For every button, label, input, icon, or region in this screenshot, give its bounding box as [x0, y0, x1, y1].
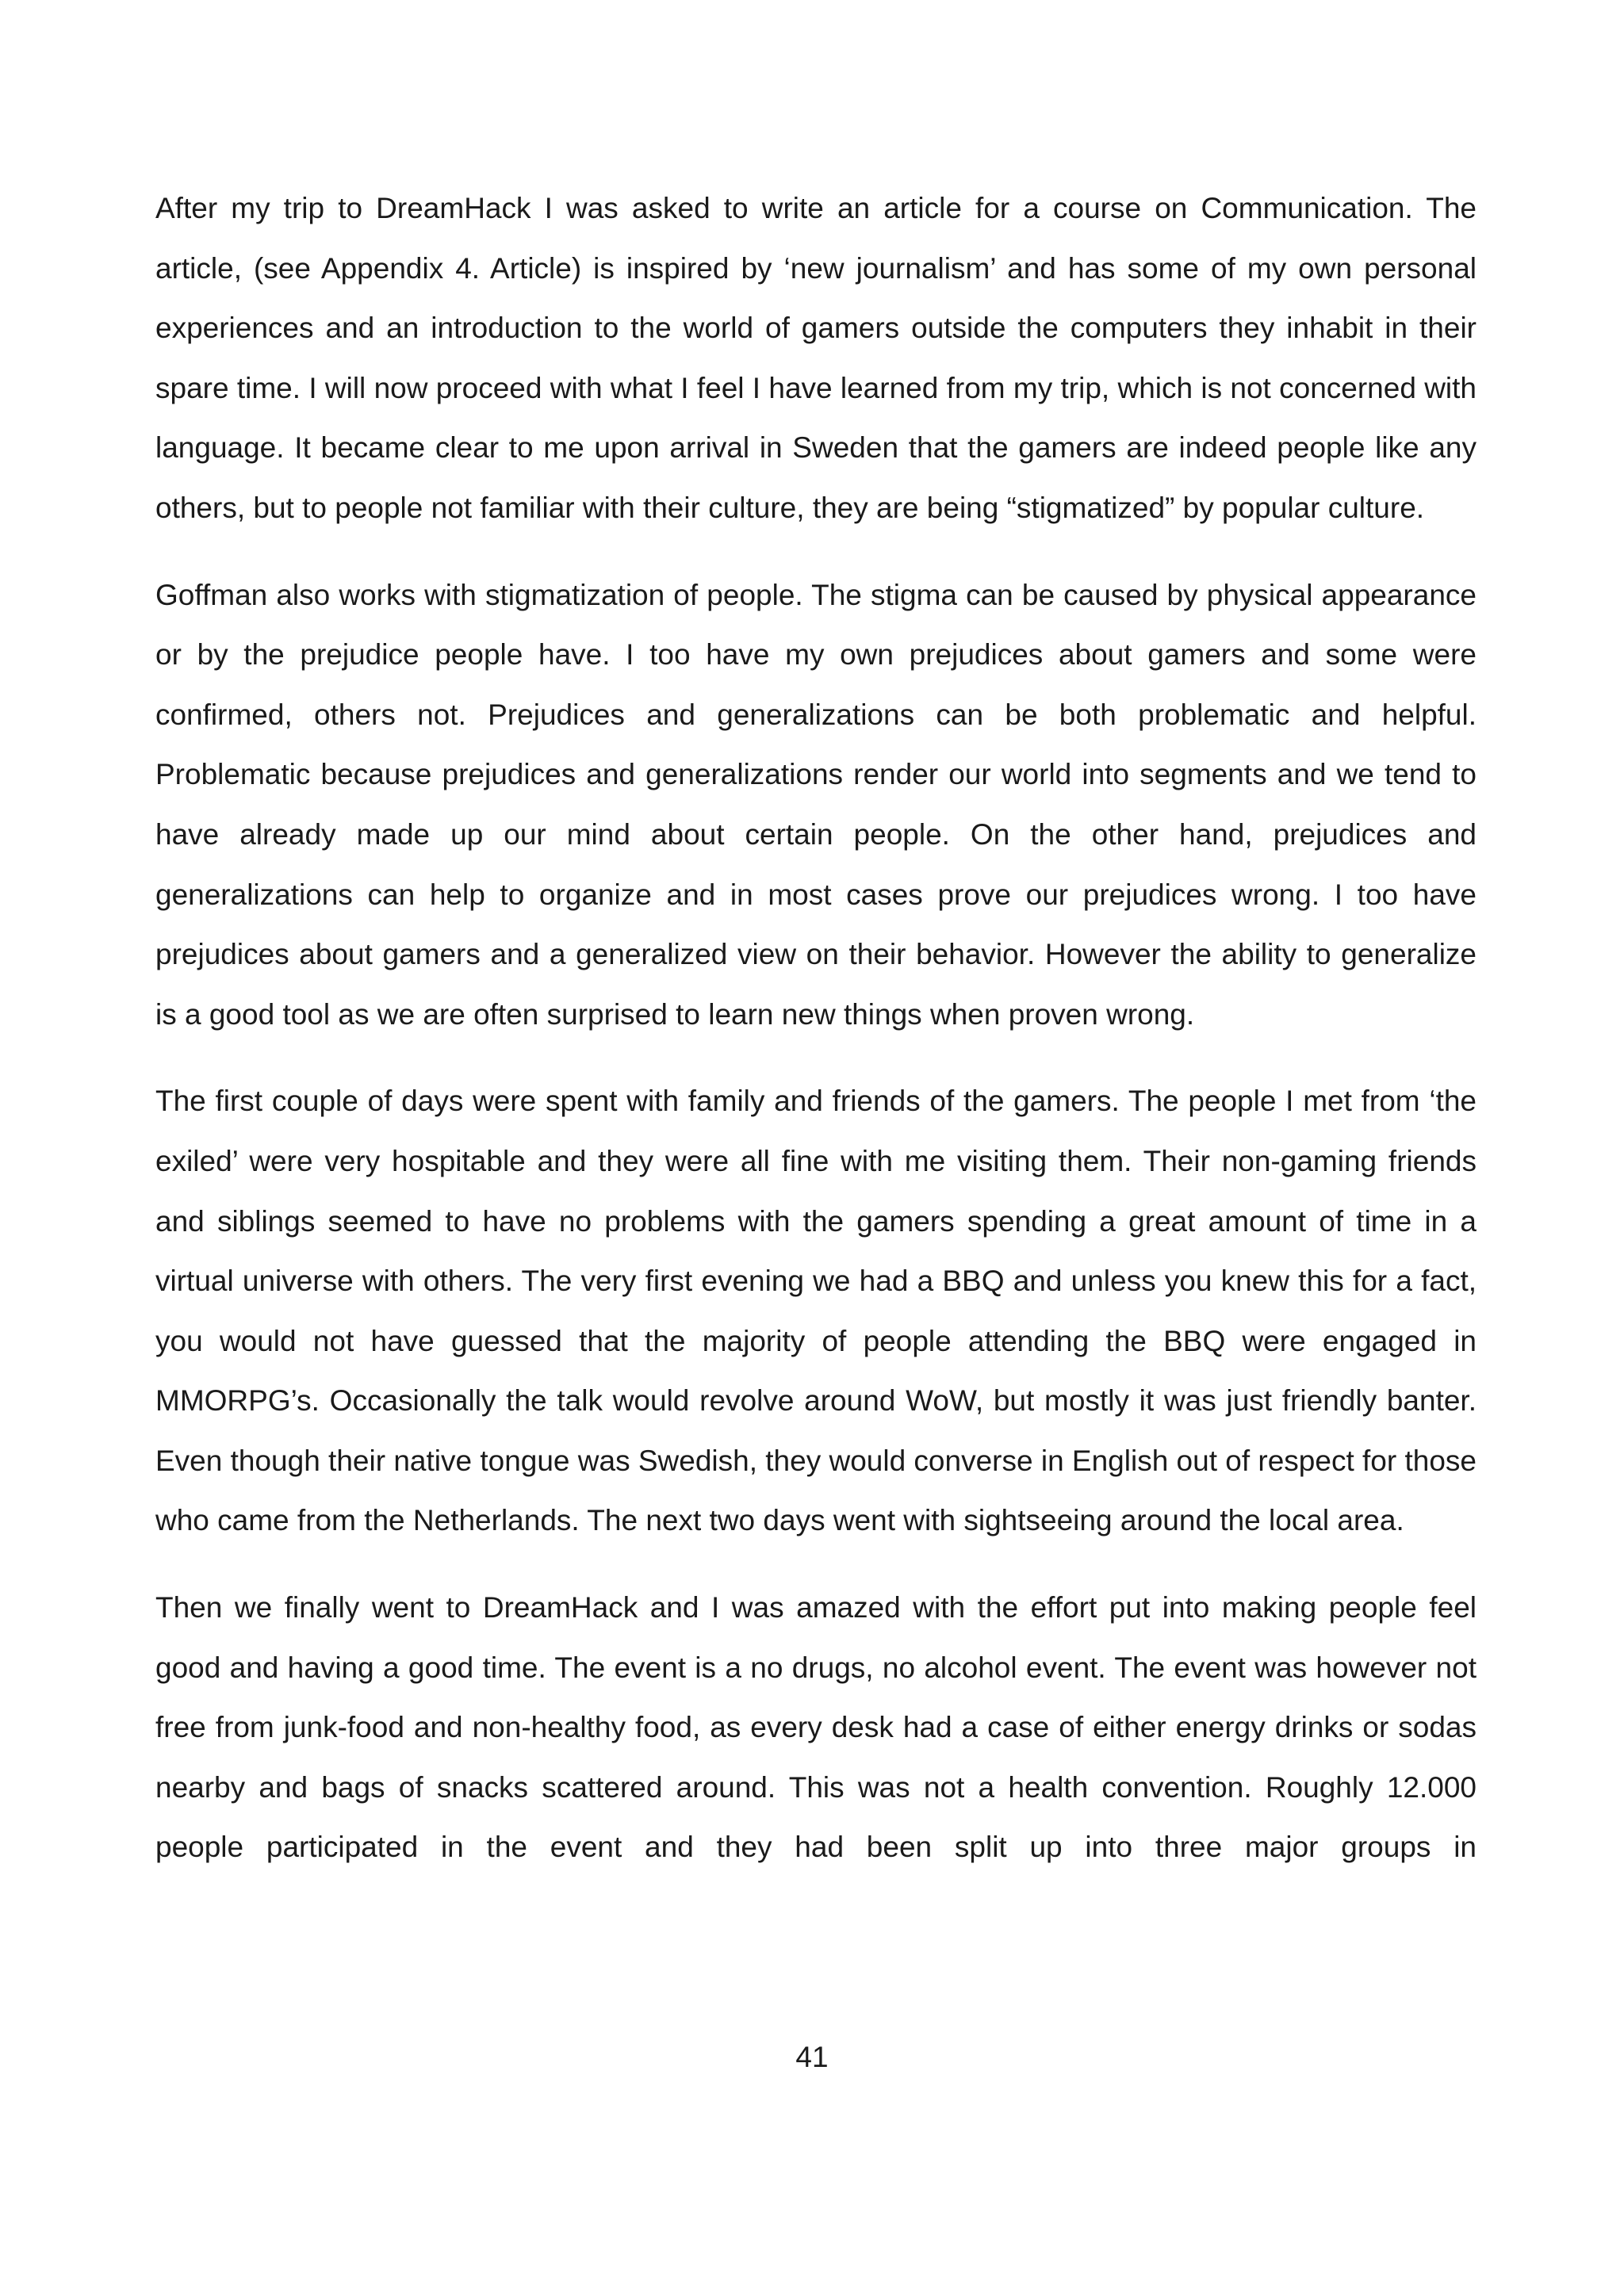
paragraph-dreamhack-article: After my trip to DreamHack I was asked to write an article for a course on Communication. The article, (see Appendix 4. Article) is inspired by ‘new journalism’ and has some of my own personal experiences and an introduction to the world of gamers outside the computers they inhabit in their spare time. I will now proceed with what I feel I have learned from my trip, which is not concerned with language. It became clear to me upon arrival in Sweden that the gamers are indeed people like any others, but to people not familiar with their culture, they are being “stigmatized” by popular culture.	[155, 192, 1477, 524]
body-text	[155, 178, 1477, 1904]
paragraph-goffman-stigmatization: Goffman also works with stigmatization of people. The stigma can be caused by physical appearance or by the prejudice people have. I too have my own prejudices about gamers and some were confirmed, others not. Prejudices and generalizations can be both problematic and helpful. Problematic because prejudices and generalizations render our world into segments and we tend to have already made up our mind about certain people. On the other hand, prejudices and generalizations can help to organize and in most cases prove our prejudices wrong. I too have prejudices about gamers and a generalized view on their behavior. However the ability to generalize is a good tool as we are often surprised to learn new things when proven wrong.	[155, 578, 1477, 1031]
paragraph-first-days: The first couple of days were spent with family and friends of the gamers. The people I met from ‘the exiled’ were very hospitable and they were all fine with me visiting them. Their non-gaming friends and siblings seemed to have no problems with the gamers spending a great amount of time in a virtual universe with others. The very first evening we had a BBQ and unless you knew this for a fact, you would not have guessed that the majority of people attending the BBQ were engaged in MMORPG’s. Occasionally the talk would revolve around WoW, but mostly it was just friendly banter. Even though their native tongue was Swedish, they would converse in English out of respect for those who came from the Netherlands. The next two days went with sightseeing around the local area.	[155, 1085, 1477, 1537]
paragraph-dreamhack-event: Then we finally went to DreamHack and I was amazed with the effort put into making people feel good and having a good time. The event is a no drugs, no alcohol event. The event was however not free from junk-food and non-healthy food, as every desk had a case of either energy drinks or sodas nearby and bags of snacks scattered around. This was not a health convention. Roughly 12.000 people participated in the event and they had been split up into three major groups in	[155, 1591, 1477, 1864]
page-number: 41	[795, 2041, 829, 2073]
